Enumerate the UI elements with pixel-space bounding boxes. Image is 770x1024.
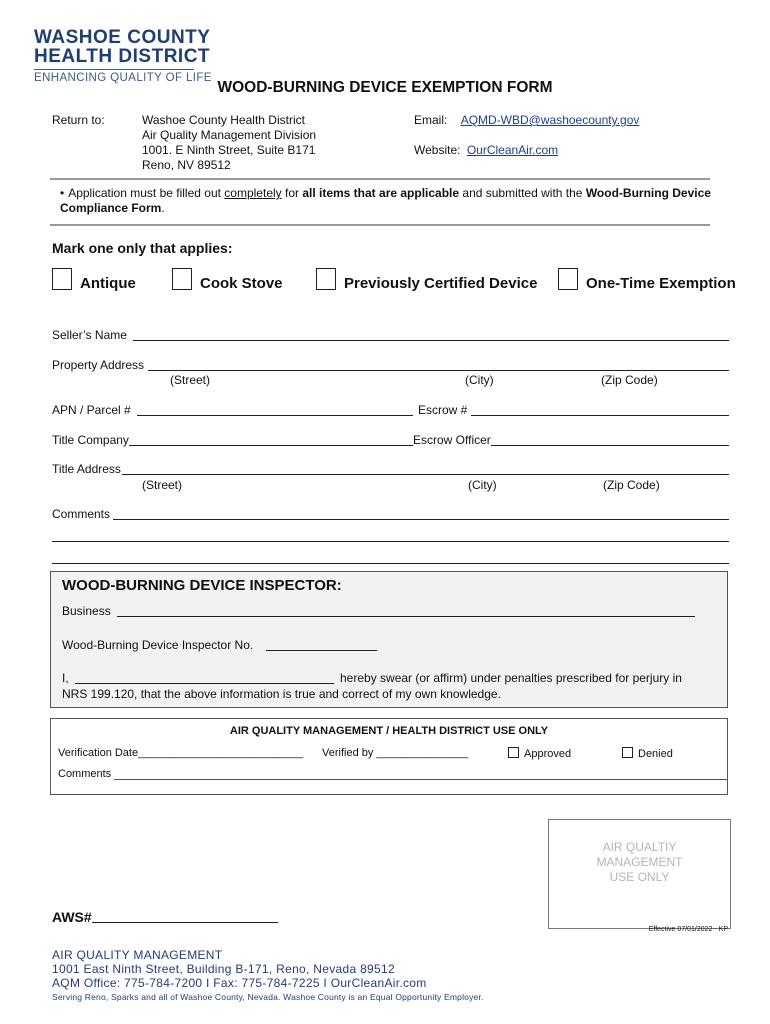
footer (52, 948, 484, 1004)
inspector-number-label: Wood-Burning Device Inspector No. (62, 638, 254, 652)
aqm-stamp-text (548, 840, 731, 885)
logo-tagline: ENHANCING QUALITY OF LIFE (34, 72, 212, 84)
instruction-text: Application must be filled out (68, 186, 225, 200)
comments-field-line3[interactable] (52, 563, 729, 564)
approved-option[interactable] (508, 747, 571, 760)
website-link[interactable]: OurCleanAir.com (466, 143, 559, 157)
separator-bottom (50, 224, 710, 226)
stamp-line: USE ONLY (609, 870, 670, 884)
title-company-field[interactable] (129, 445, 413, 446)
return-to-label: Return to: (52, 113, 105, 127)
title-company-label: Title Company (52, 433, 129, 447)
seller-name-field[interactable] (133, 340, 729, 341)
aws-field[interactable] (92, 922, 278, 923)
denied-checkbox[interactable] (622, 747, 633, 758)
return-address-line: 1001. E Ninth Street, Suite B171 (142, 143, 316, 157)
instruction-completely: completely (224, 186, 282, 200)
website-row (414, 143, 558, 157)
logo (34, 28, 212, 84)
apn-field[interactable] (137, 415, 413, 416)
approved-label: Approved (524, 748, 572, 760)
property-address-field[interactable] (148, 370, 729, 371)
footer-address: 1001 East Ninth Street, Building B-171, Reno, Nevada 89512 (52, 962, 395, 976)
previously-certified-checkbox[interactable] (316, 268, 336, 290)
bullet: • (60, 186, 65, 200)
title-zip-caption: (Zip Code) (603, 478, 660, 492)
aqm-comments-field[interactable] (114, 779, 728, 780)
business-label: Business (62, 604, 111, 618)
title-address-field[interactable] (122, 474, 729, 475)
seller-name-label: Seller’s Name (52, 328, 127, 342)
escrow-officer-field[interactable] (491, 445, 729, 446)
verification-date-field[interactable]: Verification Date___________________________ (58, 747, 304, 759)
one-time-exemption-checkbox[interactable] (558, 268, 578, 290)
antique-checkbox[interactable] (52, 268, 72, 290)
cook-stove-label: Cook Stove (200, 275, 283, 292)
email-link[interactable]: AQMD-WBD@washoecounty.gov (460, 113, 640, 127)
instruction-text: . (161, 201, 165, 215)
swear-text: hereby swear (or affirm) under penalties prescribed for perjury in (340, 671, 682, 685)
instruction-text: and submitted with the (459, 186, 586, 200)
footer-org: AIR QUALITY MANAGEMENT (52, 948, 223, 962)
comments-label: Comments (52, 507, 111, 521)
email-row (414, 113, 639, 127)
apn-label: APN / Parcel # (52, 403, 131, 417)
instruction-bold: Wood-Burning Device Compliance Form (60, 186, 711, 215)
business-field[interactable] (117, 616, 695, 617)
logo-line1: WASHOE COUNTY (34, 27, 211, 48)
instruction-bold: all items that are applicable (302, 186, 460, 200)
footer-serving: Serving Reno, Sparks and all of Washoe County, Nevada. Washoe County is an Equal Opportunity Employer. (52, 992, 484, 1002)
return-address (142, 113, 316, 173)
cook-stove-checkbox[interactable] (172, 268, 192, 290)
logo-rule (34, 69, 194, 70)
property-street-caption: (Street) (170, 373, 211, 387)
swear-i-label: I, (62, 671, 69, 685)
nrs-text: NRS 199.120, that the above information is true and correct of my own knowledge. (62, 687, 501, 701)
instruction-text: for (281, 186, 303, 200)
return-address-line: Air Quality Management Division (142, 128, 317, 142)
aqm-comments-label: Comments (58, 768, 112, 780)
swear-name-field[interactable] (75, 683, 334, 684)
property-city-caption: (City) (465, 373, 494, 387)
antique-label: Antique (80, 275, 136, 292)
footer-contact: AQM Office: 775-784-7200 I Fax: 775-784-7225 I OurCleanAir.com (52, 976, 427, 990)
title-street-caption: (Street) (142, 478, 183, 492)
verified-by-field[interactable]: Verified by _______________ (322, 747, 469, 759)
inspector-heading: WOOD-BURNING DEVICE INSPECTOR: (62, 577, 342, 594)
inspector-number-field[interactable] (266, 650, 377, 651)
escrow-officer-label: Escrow Officer (413, 433, 491, 447)
approved-checkbox[interactable] (508, 747, 519, 758)
escrow-label: Escrow # (418, 403, 468, 417)
separator-top (50, 178, 710, 180)
stamp-line: AIR QUALTIY (602, 840, 677, 854)
denied-label: Denied (638, 748, 673, 760)
return-address-line: Washoe County Health District (142, 113, 305, 127)
aws-label: AWS# (52, 909, 92, 925)
stamp-line: MANAGEMENT (596, 855, 683, 869)
escrow-field[interactable] (471, 415, 729, 416)
previously-certified-label: Previously Certified Device (344, 275, 538, 292)
one-time-exemption-label: One-Time Exemption (586, 275, 736, 292)
title-address-label: Title Address (52, 462, 121, 476)
effective-date: Effective 07/01/2022 - KP (648, 926, 728, 933)
comments-field-line1[interactable] (113, 519, 729, 520)
property-address-label: Property Address (52, 358, 145, 372)
title-city-caption: (City) (468, 478, 497, 492)
website-label: Website: (414, 143, 461, 157)
denied-option[interactable] (622, 747, 673, 760)
mark-one-heading: Mark one only that applies: (52, 240, 233, 256)
instruction (60, 186, 720, 216)
aqm-use-only-heading: AIR QUALITY MANAGEMENT / HEALTH DISTRICT USE ONLY (229, 725, 549, 737)
property-zip-caption: (Zip Code) (601, 373, 658, 387)
logo-line2: HEALTH DISTRICT (34, 46, 211, 67)
email-label: Email: (414, 113, 448, 127)
form-title: WOOD-BURNING DEVICE EXEMPTION FORM (217, 79, 553, 96)
return-address-line: Reno, NV 89512 (142, 158, 231, 172)
comments-field-line2[interactable] (52, 541, 729, 542)
